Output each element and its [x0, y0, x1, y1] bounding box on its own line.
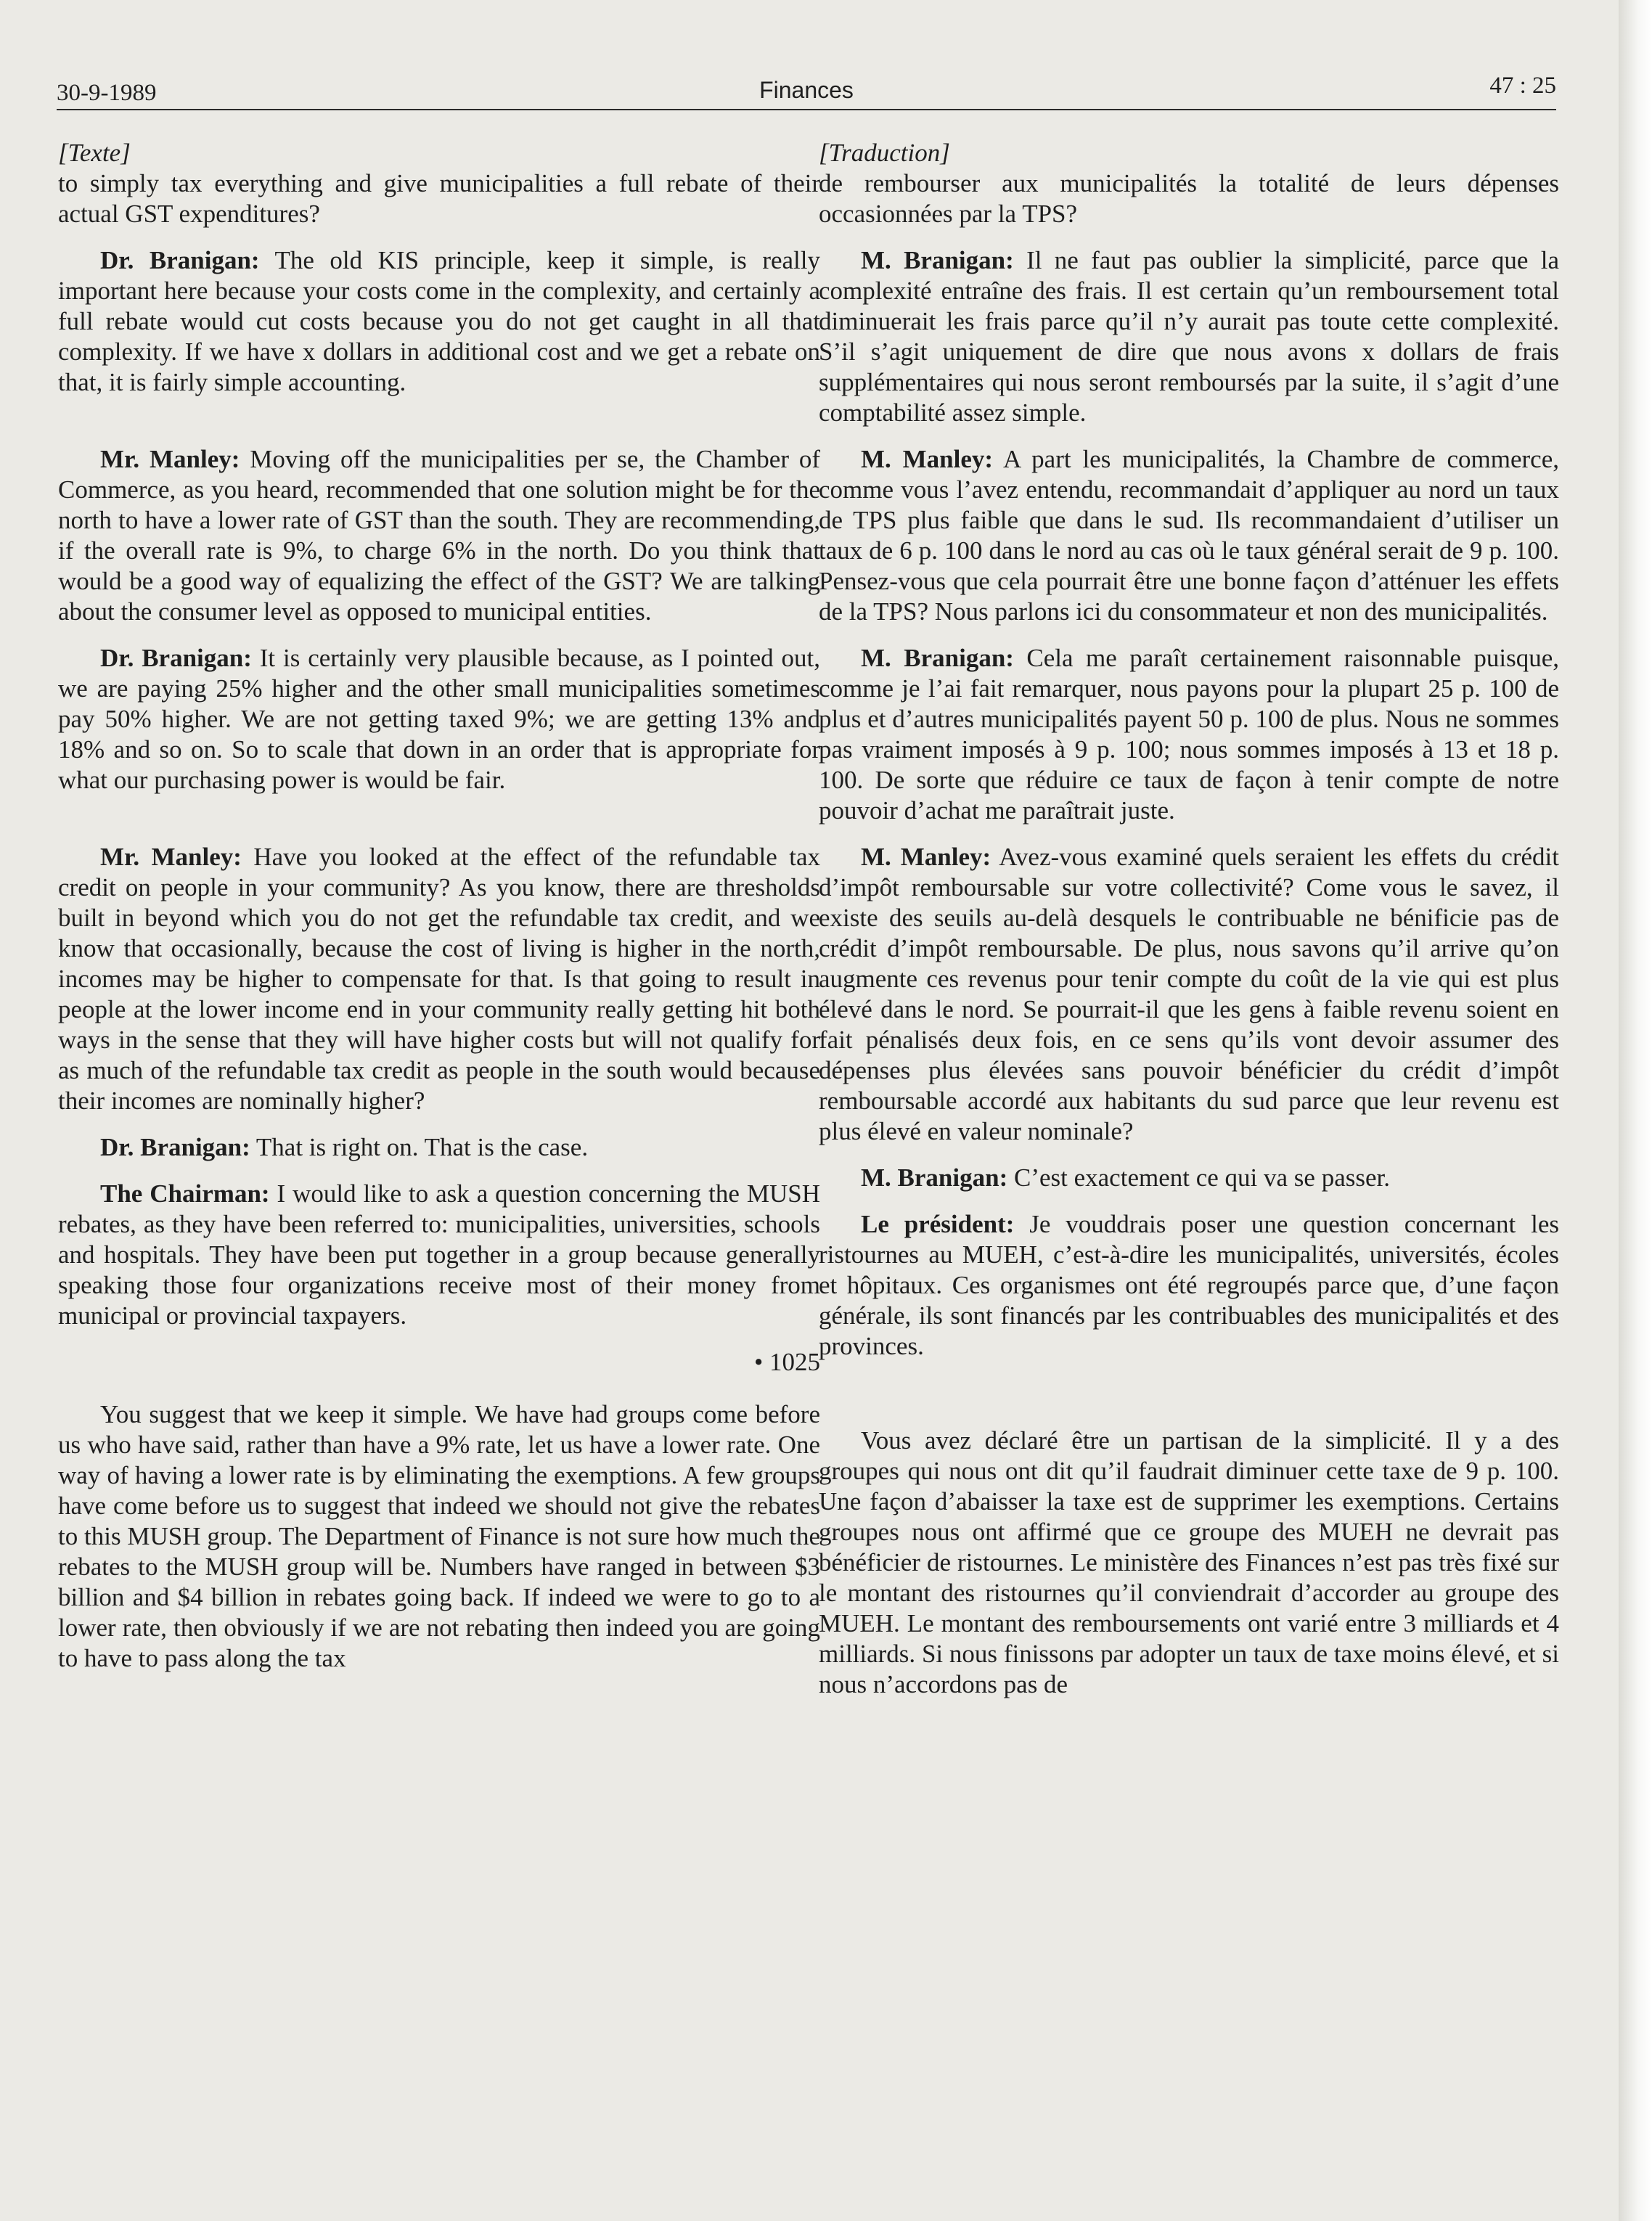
paragraph-text: The old KIS principle, keep it simple, is really important here because your costs come in the complexity, and certainly a full rebate would cut costs because you do not get caught in all that complexity. If we have x dollars in additional cost and we get a rebate on that, it is fairly simple accounting. — [58, 246, 820, 396]
header-page-number: 47 : 25 — [1489, 73, 1556, 99]
english-column — [58, 138, 820, 1690]
speaker-name: M. Branigan: — [861, 644, 1014, 672]
speaker-name: Dr. Branigan: — [100, 1133, 250, 1161]
paragraph — [58, 842, 820, 1116]
paragraph — [819, 245, 1559, 428]
paragraph — [58, 1179, 820, 1331]
speaker-name: M. Manley: — [861, 445, 994, 473]
header-rule — [57, 109, 1556, 110]
page-edge-shadow — [1619, 0, 1652, 2221]
paragraph — [819, 1209, 1559, 1362]
paragraph-text: Il ne faut pas oublier la simplicité, parce que la complexité entraîne des frais. Il est certain qu’un remboursement total diminuerait les frais parce qu’il n’y aurait pas toute cette complexité. S’il s’agit uniquement de dire que nous avons x dollars de frais supplémentaires qui nous seront remboursés par la suite, il s’agit d’une comptabilité assez simple. — [819, 246, 1559, 427]
paragraph — [58, 1132, 820, 1163]
paragraph-text: That is right on. That is the case. — [250, 1133, 589, 1161]
speaker-name: The Chairman: — [100, 1179, 270, 1208]
paragraph — [819, 168, 1559, 229]
paragraph — [58, 245, 820, 398]
paragraph-text: Have you looked at the effect of the refundable tax credit on people in your community? As you know, there are thresholds built in beyond which you do not get the refundable tax credit, and we know that occasionally, because the cost of living is higher in the north, incomes may be higher to compensate for that. Is that going to result in people at the lower income end in your community really getting hit both ways in the sense that they will have higher costs but will not qualify for as much of the refundable tax credit as people in the south would because their incomes are nominally higher? — [58, 843, 820, 1115]
paragraph-text: It is certainly very plausible because, as I pointed out, we are paying 25% higher and the other small municipalities sometimes pay 50% higher. We are not getting taxed 9%; we are getting 13% and 18% and so on. So to scale that down in an order that is appropriate for what our purchasing power is would be fair. — [58, 644, 820, 794]
speaker-name: M. Branigan: — [861, 246, 1014, 274]
french-column — [819, 138, 1559, 1716]
paragraph-text: A part les municipalités, la Chambre de commerce, comme vous l’avez entendu, recommandait d’appliquer au nord un taux de TPS plus faible que dans le sud. Ils recommandaient d’utiliser un taux de 6 p. 100 dans le nord au cas où le taux général serait de 9 p. 100. Pensez-vous que cela pourrait être une bonne façon d’atténuer les effets de la TPS? Nous parlons ici du consommateur et non des municipalités. — [819, 445, 1560, 626]
paragraph-text: de rembourser aux municipalités la totalité de leurs dépenses occasionnées par la TPS? — [819, 169, 1559, 228]
speaker-name: Dr. Branigan: — [100, 246, 260, 274]
section-label-texte: [Texte] — [58, 139, 131, 167]
speaker-name: M. Manley: — [861, 843, 991, 871]
paragraph — [58, 643, 820, 795]
paragraph-text: Avez-vous examiné quels seraient les effets du crédit d’impôt remboursable sur votre collectivité? Come vous le savez, il existe des seuils au-delà desquels le contribuable ne bénificie pas de crédit d’impôt remboursable. De plus, nous savons qu’il arrive qu’on augmente ces revenus pour tenir compte du coût de la vie qui est plus élevé dans le nord. Se pourrait-il que les gens à faible revenu soient en fait pénalisés deux fois, en ce sens qu’ils vont devoir assumer des dépenses plus élevées sans pouvoir bénéficier du crédit d’impôt remboursable accordé aux habitants du sud parce que leur revenu est plus élevé en valeur nominale? — [819, 843, 1560, 1145]
paragraph — [58, 168, 820, 229]
paragraph — [819, 842, 1559, 1147]
speaker-name: Mr. Manley: — [100, 445, 240, 473]
paragraph-text: Cela me paraît certainement raisonnable puisque, comme je l’ai fait remarquer, nous payons pour la plupart 25 p. 100 de plus et d’autres municipalités payent 50 p. 100 de plus. Nous ne sommes pas vraiment imposés à 9 p. 100; nous sommes imposés à 13 et 18 p. 100. De sorte que réduire ce taux de façon à tenir compte de notre pouvoir d’achat me paraîtrait juste. — [819, 644, 1559, 825]
paragraph-text: to simply tax everything and give municipalities a full rebate of their actual GST expenditures? — [58, 169, 820, 228]
section-label-traduction: [Traduction] — [819, 139, 950, 167]
paragraph — [58, 444, 820, 627]
speaker-name: Dr. Branigan: — [100, 644, 252, 672]
speaker-name: Le président: — [861, 1210, 1015, 1238]
speaker-name: M. Branigan: — [861, 1163, 1008, 1192]
paragraph-text: C’est exactement ce qui va se passer. — [1007, 1163, 1390, 1192]
paragraph — [819, 444, 1559, 627]
page-header — [57, 71, 1556, 109]
paragraph: Vous avez déclaré être un partisan de la simplicité. Il y a des groupes qui nous ont dit qu’il faudrait diminuer cette taxe de 9 p. 100. Une façon d’abaisser la taxe est de supprimer les exemptions. Certains groupes nous ont affirmé que ce groupe des MUEH ne devrait pas bénéficier de ristournes. Le ministère des Finances n’est pas très fixé sur le montant des ristournes qu’il conviendrait d’accorder au groupe des MUEH. Le montant des remboursements ont varié entre 3 milliards et 4 milliards. Si nous finissons par adopter un taux de taxe moins élevé, et si nous n’accordons pas de — [819, 1426, 1559, 1698]
paragraph-text: Je vouddrais poser une question concernant les ristournes au MUEH, c’est-à-dire les municipalités, universités, écoles et hôpitaux. Ces organismes ont été regroupés parce que, d’une façon générale, ils sont financés par les contribuables des municipalités et des provinces. — [819, 1210, 1559, 1360]
timestamp: • 1025 — [753, 1348, 820, 1376]
paragraph — [819, 643, 1559, 826]
header-date: 30-9-1989 — [57, 80, 157, 106]
paragraph: You suggest that we keep it simple. We have had groups come before us who have said, rather than have a 9% rate, let us have a lower rate. One way of having a lower rate is by eliminating the exemptions. A few groups have come before us to suggest that indeed we should not give the rebates to this MUSH group. The Department of Finance is not sure how much the rebates to the MUSH group will be. Numbers have ranged in between $3 billion and $4 billion in rebates going back. If indeed we were to go to a lower rate, then obviously if we are not rebating then indeed you are going to have to pass along the tax — [58, 1400, 820, 1672]
header-title: Finances — [759, 77, 854, 103]
speaker-name: Mr. Manley: — [100, 843, 242, 871]
paragraph-text: Moving off the municipalities per se, the Chamber of Commerce, as you heard, recommended that one solution might be for the north to have a lower rate of GST than the south. They are recommending, if the overall rate is 9%, to charge 6% in the north. Do you think that would be a good way of equalizing the effect of the GST? We are talking about the consumer level as opposed to municipal entities. — [58, 445, 820, 626]
paragraph — [819, 1163, 1559, 1193]
paragraph-text: I would like to ask a question concerning the MUSH rebates, as they have been referred to: municipalities, universities, schools and hospitals. They have been put together in a group because generally speaking those four organizations receive most of their money from municipal or provincial taxpayers. — [58, 1179, 820, 1330]
